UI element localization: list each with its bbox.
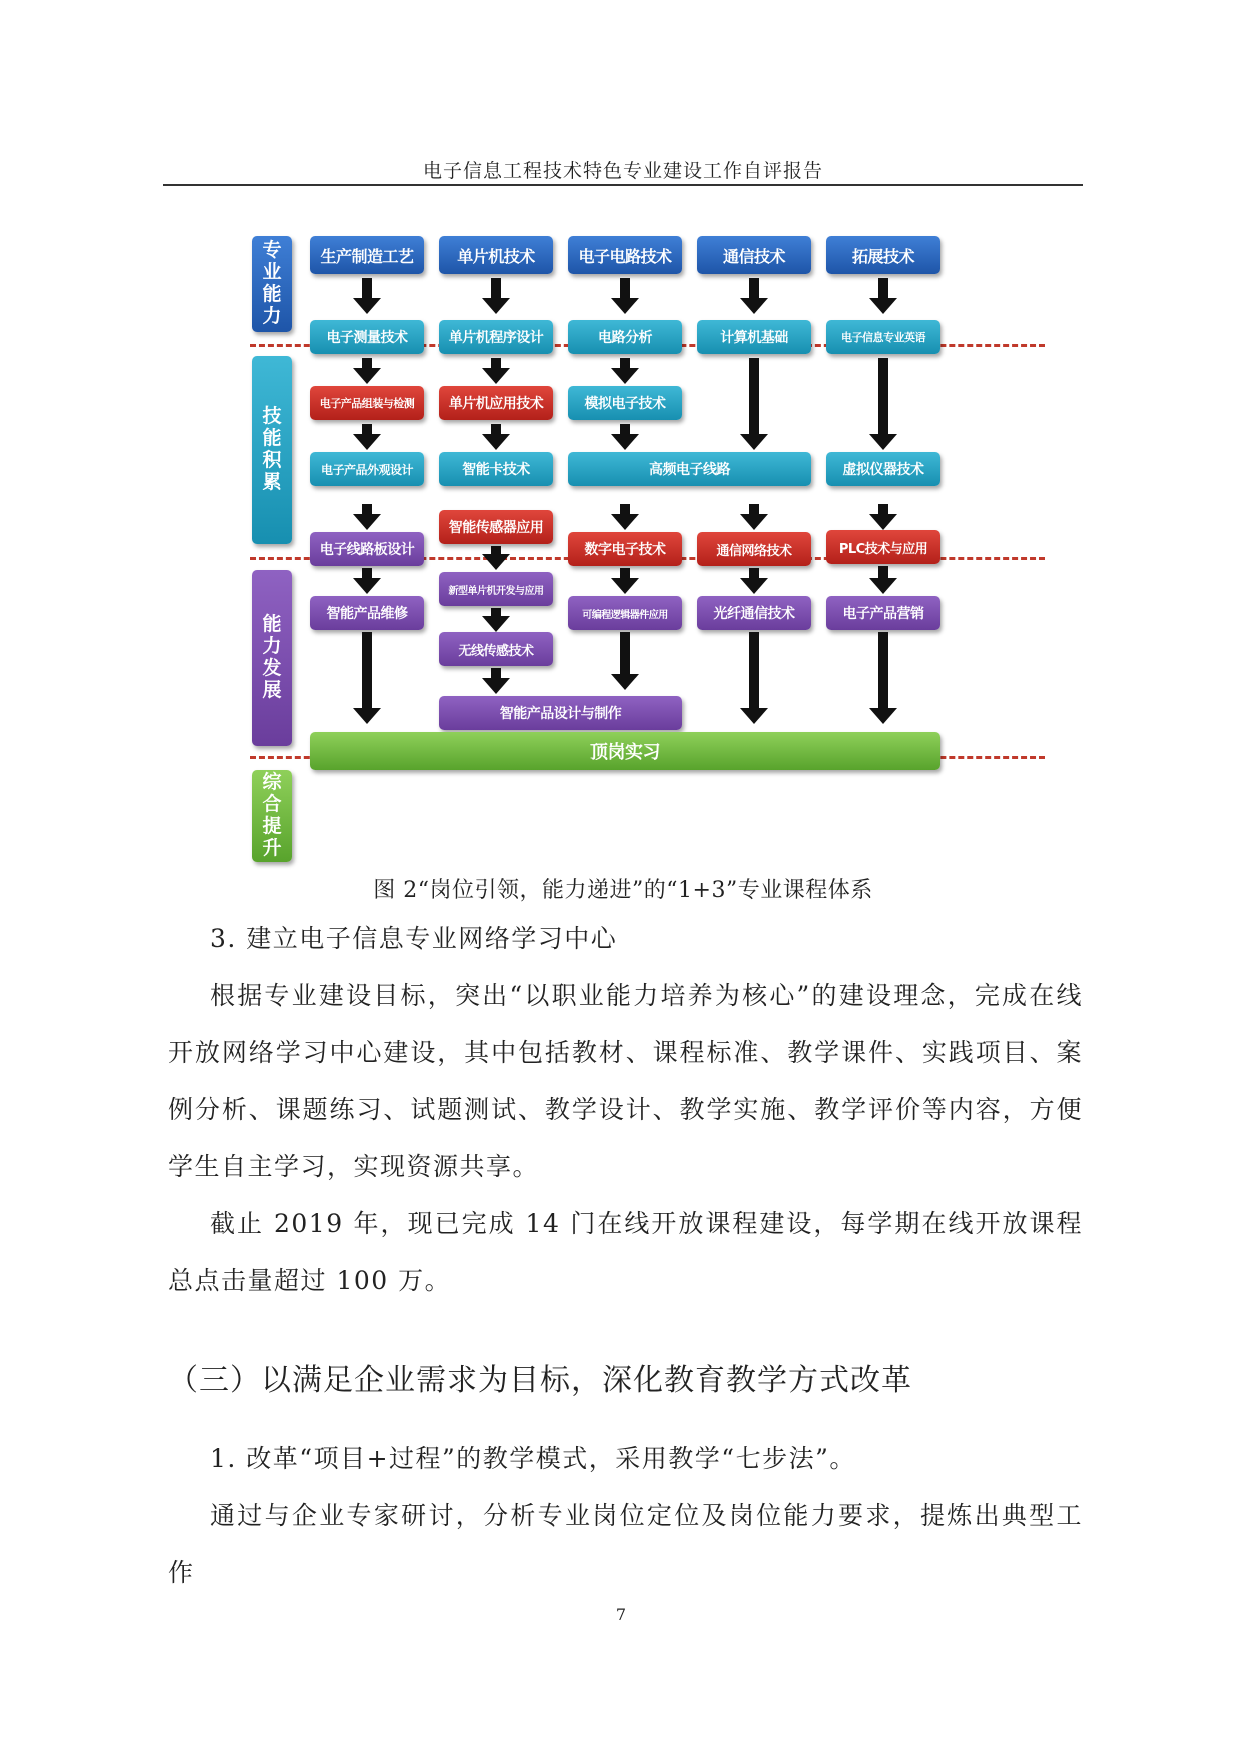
course-box: 无线传感技术 <box>439 632 553 666</box>
course-box: 智能卡技术 <box>439 452 553 486</box>
course-box: 光纤通信技术 <box>697 596 811 630</box>
course-box: 通信网络技术 <box>697 532 811 566</box>
course-box: 电子产品营销 <box>826 596 940 630</box>
course-box: 电路分析 <box>568 320 682 354</box>
category-comprehensive-improvement: 综合提升 <box>252 770 292 862</box>
category-professional-ability: 专业能力 <box>252 236 292 332</box>
course-box: 拓展技术 <box>826 236 940 274</box>
course-box: 计算机基础 <box>697 320 811 354</box>
running-header: 电子信息工程技术特色专业建设工作自评报告 <box>422 160 823 182</box>
course-box: 模拟电子技术 <box>568 386 682 420</box>
category-skill-accumulation: 技能积累 <box>252 356 292 544</box>
figure-caption: 图 2“岗位引领，能力递进”的“1+3”专业课程体系 <box>373 878 873 903</box>
page-number: 7 <box>615 1605 627 1624</box>
internship-bar: 顶岗实习 <box>310 732 940 770</box>
course-box: 电子线路板设计 <box>310 532 424 566</box>
course-box: 电子电路技术 <box>568 236 682 274</box>
paragraph: 截止 2019 年，现已完成 14 门在线开放课程建设，每学期在线开放课程总点击量超过 100 万。 <box>168 1209 1083 1295</box>
section-title: 3. 建立电子信息专业网络学习中心 <box>210 924 618 953</box>
course-box: 虚拟仪器技术 <box>826 452 940 486</box>
course-box: 单片机应用技术 <box>439 386 553 420</box>
course-box: 电子信息专业英语 <box>826 320 940 354</box>
category-ability-development: 能力发展 <box>252 570 292 746</box>
course-box: 智能传感器应用 <box>439 510 553 544</box>
curriculum-diagram <box>250 232 1045 872</box>
list-item: 1. 改革“项目+过程”的教学模式，采用教学“七步法”。 <box>210 1444 856 1473</box>
course-box: 电子产品外观设计 <box>310 452 424 486</box>
course-box: 单片机技术 <box>439 236 553 274</box>
course-box: PLC技术与应用 <box>826 530 940 564</box>
header-rule <box>163 184 1083 186</box>
section-heading: （三）以满足企业需求为目标，深化教育教学方式改革 <box>168 1363 912 1398</box>
course-box: 可编程逻辑器件应用 <box>568 596 682 630</box>
paragraph: 根据专业建设目标，突出“以职业能力培养为核心”的建设理念，完成在线开放网络学习中心建设，其中包括教材、课程标准、教学课件、实践项目、案例分析、课题练习、试题测试、教学设计、教学实施、教学评价等内容，方便学生自主学习，实现资源共享。 <box>168 981 1083 1181</box>
course-box: 电子测量技术 <box>310 320 424 354</box>
course-box: 电子产品组装与检测 <box>310 386 424 420</box>
course-box: 智能产品维修 <box>310 596 424 630</box>
course-box: 生产制造工艺 <box>310 236 424 274</box>
course-box: 单片机程序设计 <box>439 320 553 354</box>
course-box: 通信技术 <box>697 236 811 274</box>
course-box: 高频电子线路 <box>568 452 811 486</box>
course-box: 新型单片机开发与应用 <box>439 572 553 606</box>
course-box: 数字电子技术 <box>568 532 682 566</box>
paragraph: 通过与企业专家研讨，分析专业岗位定位及岗位能力要求，提炼出典型工作 <box>168 1501 1083 1587</box>
integrated-course-box: 智能产品设计与制作 <box>439 696 682 730</box>
